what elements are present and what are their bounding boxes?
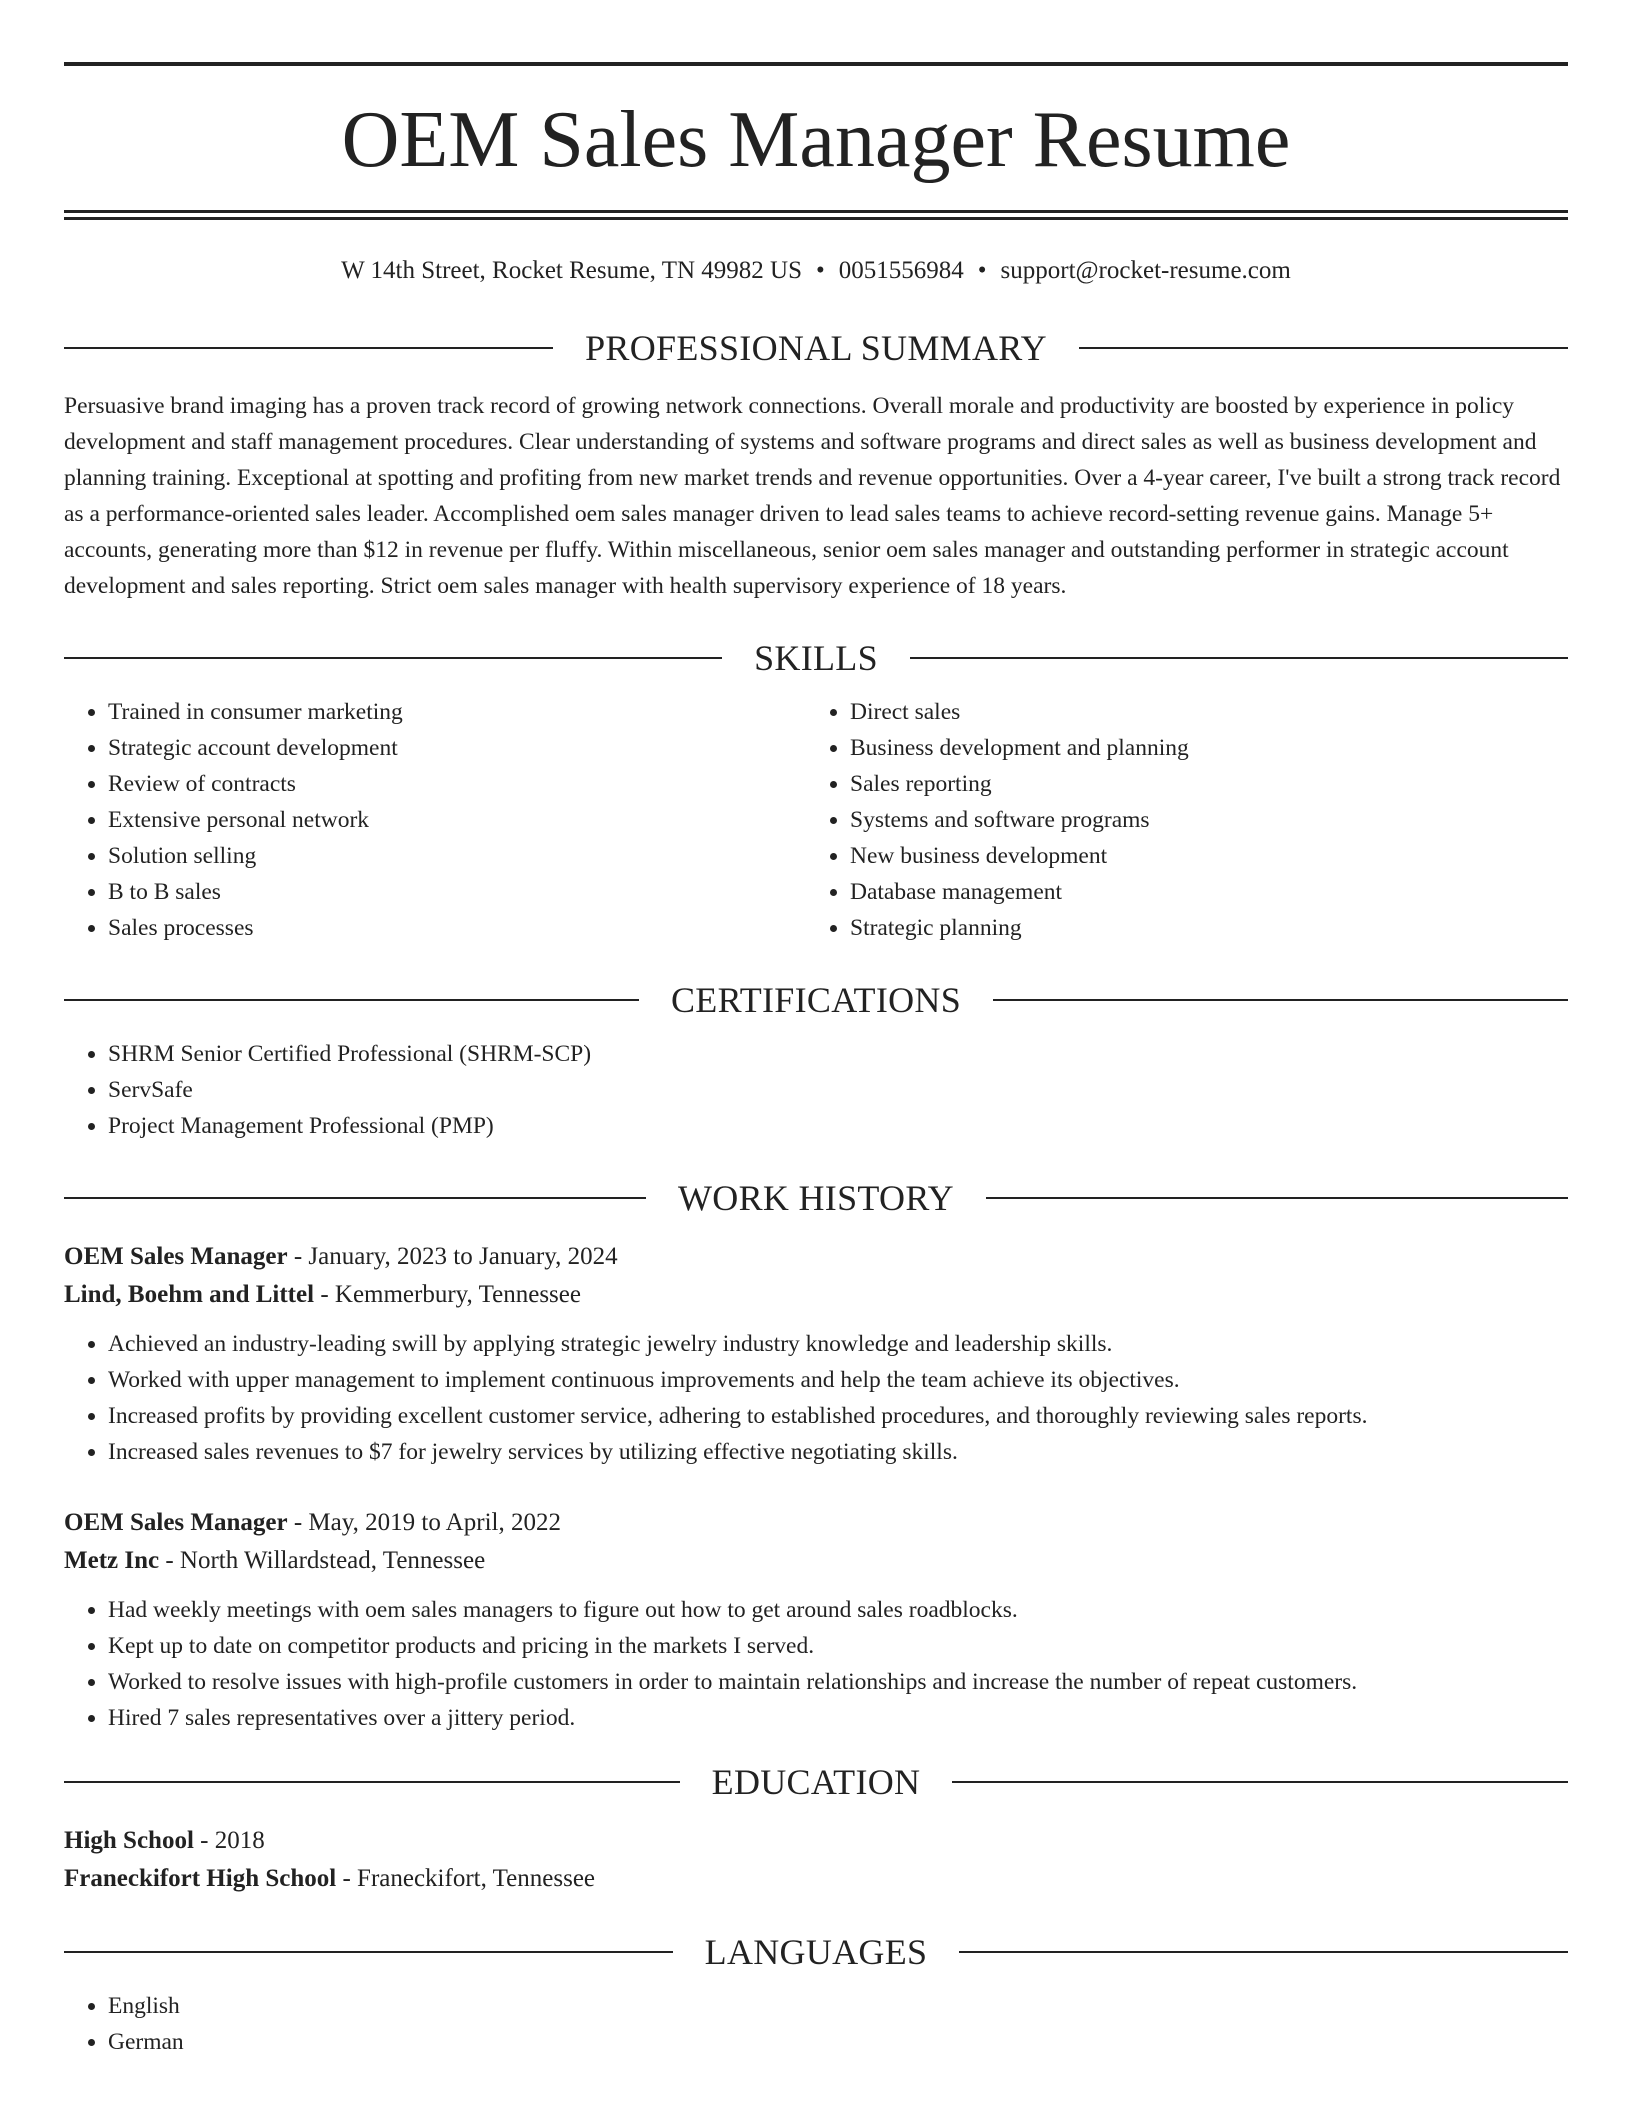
skills-column-left: [64, 694, 806, 946]
certification-item: • ServSafe: [108, 1072, 1568, 1108]
job-company: Metz Inc: [64, 1547, 160, 1574]
heading-rule: [959, 1951, 1568, 1953]
education-degree: High School: [64, 1827, 194, 1854]
contact-separator: •: [977, 257, 987, 284]
education-entry: [64, 1822, 1568, 1898]
section-heading-work: [64, 1180, 1568, 1216]
education-school: Franeckifort High School: [64, 1865, 337, 1892]
heading-rule: [993, 999, 1568, 1001]
section-title: WORK HISTORY: [678, 1178, 954, 1218]
skill-item: • Strategic account development: [108, 730, 806, 766]
job-location: - North Willardstead, Tennessee: [159, 1547, 486, 1574]
job-title: OEM Sales Manager: [64, 1509, 288, 1536]
job-title-line: [64, 1504, 1568, 1542]
skills-column-right: [806, 694, 1548, 946]
certification-item: • Project Management Professional (PMP): [108, 1108, 1568, 1144]
heading-rule: [64, 1781, 680, 1783]
heading-rule: [64, 657, 722, 659]
job-title-line: [64, 1238, 1568, 1276]
certifications-list: [64, 1036, 1568, 1144]
skill-item: • Solution selling: [108, 838, 806, 874]
job-bullet: • Increased sales revenues to $7 for jewelry services by utilizing effective negotiating skills.: [108, 1434, 1568, 1470]
heading-rule: [986, 1197, 1568, 1199]
job-bullet: • Hired 7 sales representatives over a jittery period.: [108, 1700, 1568, 1736]
job-bullet: • Had weekly meetings with oem sales managers to figure out how to get around sales roadblocks.: [108, 1592, 1568, 1628]
skill-item: • Systems and software programs: [850, 802, 1548, 838]
heading-rule: [64, 1197, 646, 1199]
contact-email[interactable]: support@rocket-resume.com: [1000, 257, 1291, 284]
section-title: CERTIFICATIONS: [670, 980, 962, 1020]
skill-item: • Database management: [850, 874, 1548, 910]
section-heading-education: [64, 1764, 1568, 1800]
job-entry: [64, 1504, 1568, 1736]
contact-line: [64, 256, 1568, 286]
heading-rule: [1079, 347, 1568, 349]
skill-item: • Direct sales: [850, 694, 1548, 730]
contact-separator: •: [816, 257, 825, 284]
header-double-rule: [64, 210, 1568, 220]
job-bullets: [64, 1592, 1568, 1736]
contact-phone: 0051556984: [838, 257, 964, 284]
heading-rule: [64, 1951, 673, 1953]
job-title: OEM Sales Manager: [64, 1243, 288, 1270]
skill-item: • Sales reporting: [850, 766, 1548, 802]
section-title: LANGUAGES: [704, 1932, 928, 1972]
certification-item: • SHRM Senior Certified Professional (SHRM-SCP): [108, 1036, 1568, 1072]
section-title: EDUCATION: [711, 1762, 921, 1802]
skill-item: • B to B sales: [108, 874, 806, 910]
heading-rule: [64, 999, 639, 1001]
job-company-line: [64, 1276, 1568, 1314]
job-bullet: • Achieved an industry-leading swill by applying strategic jewelry industry knowledge and leadership skills.: [108, 1326, 1568, 1362]
job-bullet: • Worked to resolve issues with high-profile customers in order to maintain relationships and increase the number of repeat customers.: [108, 1664, 1568, 1700]
skill-item: • Strategic planning: [850, 910, 1548, 946]
job-dates: - May, 2019 to April, 2022: [287, 1509, 561, 1536]
job-location: - Kemmerbury, Tennessee: [314, 1281, 581, 1308]
job-bullets: [64, 1326, 1568, 1470]
skill-item: • Sales processes: [108, 910, 806, 946]
header-top-rule: [64, 62, 1568, 66]
heading-rule: [64, 347, 553, 349]
skill-item: • Extensive personal network: [108, 802, 806, 838]
education-school-line: [64, 1860, 1568, 1898]
job-entry: [64, 1238, 1568, 1470]
skill-item: • Business development and planning: [850, 730, 1548, 766]
job-bullet: • Worked with upper management to implement continuous improvements and help the team achieve its objectives.: [108, 1362, 1568, 1398]
skill-item: • Trained in consumer marketing: [108, 694, 806, 730]
section-heading-certifications: [64, 982, 1568, 1018]
section-heading-skills: [64, 640, 1568, 676]
summary-text: Persuasive brand imaging has a proven track record of growing network connections. Overall morale and productivity are boosted by experience in policy development and staff management procedures. Clear understanding of systems and software programs and direct sales as well as business development and planning training. Exceptional at spotting and profiting from new market trends and revenue opportunities. Over a 4-year career, I've built a strong track record as a performance-oriented sales leader. Accomplished oem sales manager driven to lead sales teams to achieve record-setting revenue gains. Manage 5+ accounts, generating more than $12 in revenue per fluffy. Within miscellaneous, senior oem sales manager and outstanding performer in strategic account development and sales reporting. Strict oem sales manager with health supervisory experience of 18 years.: [64, 393, 1561, 599]
job-bullet: • Kept up to date on competitor products and pricing in the markets I served.: [108, 1628, 1568, 1664]
skill-item: • New business development: [850, 838, 1548, 874]
job-company-line: [64, 1542, 1568, 1580]
heading-rule: [910, 657, 1568, 659]
job-bullet: • Increased profits by providing excellent customer service, adhering to established procedures, and thoroughly reviewing sales reports.: [108, 1398, 1568, 1434]
education-year: - 2018: [193, 1827, 265, 1854]
education-location: - Franeckifort, Tennessee: [336, 1865, 596, 1892]
language-item: • English: [108, 1988, 1568, 2024]
heading-rule: [952, 1781, 1568, 1783]
job-company: Lind, Boehm and Littel: [64, 1281, 315, 1308]
skill-item: • Review of contracts: [108, 766, 806, 802]
job-dates: - January, 2023 to January, 2024: [287, 1243, 618, 1270]
section-heading-summary: [64, 330, 1568, 366]
resume-page: [64, 0, 1568, 2060]
language-item: • German: [108, 2024, 1568, 2060]
skills-list: [64, 694, 1568, 946]
section-title: SKILLS: [754, 638, 878, 678]
section-title: PROFESSIONAL SUMMARY: [585, 328, 1047, 368]
section-heading-languages: [64, 1934, 1568, 1970]
page-title: OEM Sales Manager Resume: [341, 96, 1291, 184]
languages-list: [64, 1988, 1568, 2060]
contact-address: W 14th Street, Rocket Resume, TN 49982 US: [341, 257, 802, 284]
education-degree-line: [64, 1822, 1568, 1860]
